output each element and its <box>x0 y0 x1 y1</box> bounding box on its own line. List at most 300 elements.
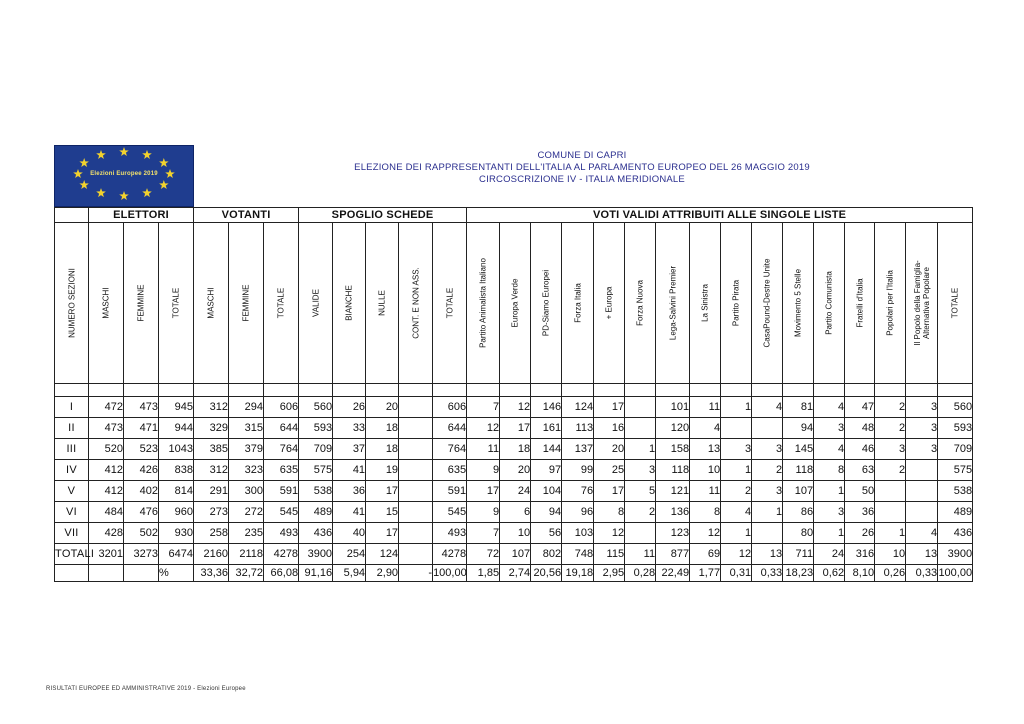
percent-cell: 100,00 <box>433 565 467 582</box>
column-header <box>124 223 159 384</box>
table-cell: 20 <box>500 460 531 481</box>
table-cell: 709 <box>299 439 333 460</box>
table-cell: 121 <box>656 481 690 502</box>
percent-cell: 2,74 <box>500 565 531 582</box>
table-cell: 2118 <box>229 544 264 565</box>
spacer-cell <box>562 384 594 397</box>
table-cell: 144 <box>531 439 562 460</box>
percent-cell: 33,36 <box>194 565 229 582</box>
column-header <box>89 223 124 384</box>
table-cell: 8 <box>814 460 845 481</box>
group-votanti-header: VOTANTI <box>194 208 299 223</box>
group-voti-header: VOTI VALIDI ATTRIBUITI ALLE SINGOLE LISTE <box>467 208 973 223</box>
table-cell: 944 <box>159 418 194 439</box>
percent-cell: 0,31 <box>721 565 752 582</box>
table-cell <box>906 502 938 523</box>
table-cell: 272 <box>229 502 264 523</box>
blank-cell <box>89 565 124 582</box>
percent-cell: 20,56 <box>531 565 562 582</box>
table-cell: 593 <box>299 418 333 439</box>
table-cell: 412 <box>89 460 124 481</box>
column-header-label: FEMMINE <box>136 284 146 322</box>
table-cell: 80 <box>783 523 814 544</box>
table-cell: 3900 <box>299 544 333 565</box>
column-header-label: MASCHI <box>206 287 216 319</box>
table-cell: 316 <box>845 544 875 565</box>
table-cell: 4278 <box>264 544 299 565</box>
table-cell <box>721 418 752 439</box>
table-cell: 3273 <box>124 544 159 565</box>
table-cell <box>399 544 433 565</box>
table-cell: 2 <box>875 460 906 481</box>
table-cell <box>399 439 433 460</box>
table-cell: 1 <box>814 523 845 544</box>
column-header-label: La Sinistra <box>700 284 710 322</box>
table-cell: 76 <box>562 481 594 502</box>
table-cell: 7 <box>467 523 500 544</box>
table-cell: 545 <box>264 502 299 523</box>
column-header-label: Partito Animalista Italiano <box>478 258 488 348</box>
table-cell: 300 <box>229 481 264 502</box>
section-label: VII <box>55 523 89 544</box>
table-cell: 18 <box>366 418 399 439</box>
table-cell: 315 <box>229 418 264 439</box>
spacer-cell <box>299 384 333 397</box>
table-cell: 3900 <box>938 544 973 565</box>
table-cell: 1 <box>721 460 752 481</box>
table-cell <box>625 523 656 544</box>
column-header <box>656 223 690 384</box>
spacer-cell <box>89 384 124 397</box>
table-cell: 47 <box>845 397 875 418</box>
table-cell: 6 <box>500 502 531 523</box>
spacer-cell <box>752 384 783 397</box>
table-cell: 2 <box>625 502 656 523</box>
table-cell: 41 <box>333 460 366 481</box>
table-cell: 11 <box>690 481 721 502</box>
table-cell: 960 <box>159 502 194 523</box>
column-header <box>299 223 333 384</box>
table-cell <box>875 502 906 523</box>
heading-municipality: COMUNE DI CAPRI <box>537 150 627 161</box>
spacer-cell <box>845 384 875 397</box>
table-cell: 471 <box>124 418 159 439</box>
percent-cell: 66,08 <box>264 565 299 582</box>
table-cell: 538 <box>299 481 333 502</box>
table-cell: 26 <box>845 523 875 544</box>
table-cell: 877 <box>656 544 690 565</box>
table-cell: 10 <box>875 544 906 565</box>
spacer-cell <box>366 384 399 397</box>
table-cell: 379 <box>229 439 264 460</box>
table-cell: 17 <box>366 481 399 502</box>
table-cell <box>625 418 656 439</box>
table-cell: 711 <box>783 544 814 565</box>
column-header-label: CasaPound-Destre Unite <box>762 258 772 348</box>
percent-cell: 5,94 <box>333 565 366 582</box>
table-cell: 12 <box>467 418 500 439</box>
column-header <box>906 223 938 384</box>
elezioni-europee-logo <box>54 145 194 207</box>
column-header <box>845 223 875 384</box>
table-cell: 104 <box>531 481 562 502</box>
table-cell <box>906 481 938 502</box>
table-cell: 1 <box>625 439 656 460</box>
table-cell: 764 <box>264 439 299 460</box>
percent-cell: 1,85 <box>467 565 500 582</box>
percent-cell: 32,72 <box>229 565 264 582</box>
column-header-label: Il Popolo della Famiglia- Alternativa Popolare <box>912 260 931 346</box>
spacer-cell <box>194 384 229 397</box>
column-header <box>229 223 264 384</box>
table-cell: 3 <box>721 439 752 460</box>
table-cell: 1 <box>875 523 906 544</box>
table-cell: 94 <box>531 502 562 523</box>
spacer-cell <box>938 384 973 397</box>
column-header-label: NUMERO SEZIONI <box>67 268 76 338</box>
column-header <box>333 223 366 384</box>
section-label: IV <box>55 460 89 481</box>
table-cell: 5 <box>625 481 656 502</box>
table-cell: 97 <box>531 460 562 481</box>
table-cell: 1 <box>721 397 752 418</box>
table-cell: 2 <box>721 481 752 502</box>
table-cell: 3 <box>814 502 845 523</box>
group-elettori-header: ELETTORI <box>89 208 194 223</box>
column-header-label: + Europa <box>604 286 614 320</box>
table-cell <box>399 502 433 523</box>
table-cell: 473 <box>89 418 124 439</box>
spacer-row <box>55 384 973 397</box>
table-cell: 838 <box>159 460 194 481</box>
table-cell: 81 <box>783 397 814 418</box>
spacer-cell <box>656 384 690 397</box>
table-cell: 12 <box>690 523 721 544</box>
table-cell: 930 <box>159 523 194 544</box>
section-row <box>55 460 973 481</box>
column-header <box>938 223 973 384</box>
table-cell: 145 <box>783 439 814 460</box>
table-cell: 273 <box>194 502 229 523</box>
column-header <box>562 223 594 384</box>
percent-cell: 1,77 <box>690 565 721 582</box>
heading-constituency: CIRCOSCRIZIONE IV - ITALIA MERIDIONALE <box>479 174 685 185</box>
table-cell: 493 <box>264 523 299 544</box>
column-header-label: MASCHI <box>101 287 111 319</box>
table-cell <box>752 523 783 544</box>
spacer-cell <box>783 384 814 397</box>
column-header <box>721 223 752 384</box>
table-cell: 48 <box>845 418 875 439</box>
column-header <box>690 223 721 384</box>
column-header-label: Lega-Salvini Premier <box>668 265 678 341</box>
percent-cell: 2,95 <box>594 565 625 582</box>
column-header <box>783 223 814 384</box>
table-cell <box>399 481 433 502</box>
table-cell: 484 <box>89 502 124 523</box>
spacer-cell <box>467 384 500 397</box>
column-header <box>433 223 467 384</box>
table-cell: 18 <box>366 439 399 460</box>
table-cell: 291 <box>194 481 229 502</box>
table-cell: 17 <box>366 523 399 544</box>
column-header <box>467 223 500 384</box>
column-header-label: NULLE <box>377 290 387 316</box>
section-row <box>55 481 973 502</box>
table-cell: 493 <box>433 523 467 544</box>
table-cell: 12 <box>721 544 752 565</box>
table-cell: 1 <box>814 481 845 502</box>
table-cell: 120 <box>656 418 690 439</box>
table-cell: 2 <box>752 460 783 481</box>
table-cell: 26 <box>333 397 366 418</box>
table-cell: 235 <box>229 523 264 544</box>
table-cell: 20 <box>366 397 399 418</box>
table-cell: 24 <box>814 544 845 565</box>
table-cell: 402 <box>124 481 159 502</box>
percent-cell: 22,49 <box>656 565 690 582</box>
table-cell: 385 <box>194 439 229 460</box>
table-cell: 545 <box>433 502 467 523</box>
spacer-cell <box>625 384 656 397</box>
column-header <box>875 223 906 384</box>
table-cell: 161 <box>531 418 562 439</box>
column-header-label: Partito Pirata <box>731 279 741 327</box>
spacer-cell <box>399 384 433 397</box>
table-cell: 426 <box>124 460 159 481</box>
table-cell: 40 <box>333 523 366 544</box>
table-cell: 523 <box>124 439 159 460</box>
table-cell: 107 <box>500 544 531 565</box>
table-cell: 11 <box>467 439 500 460</box>
column-header-label: Europa Verde <box>510 278 520 328</box>
table-cell: 489 <box>938 502 973 523</box>
page-footer: RISULTATI EUROPEE ED AMMINISTRATIVE 2019 - Elezioni Europee <box>46 686 246 692</box>
table-cell: 538 <box>938 481 973 502</box>
column-header-label: BIANCHE <box>344 285 354 321</box>
table-cell: 1 <box>752 502 783 523</box>
percent-cell: 2,90 <box>366 565 399 582</box>
table-cell: 118 <box>656 460 690 481</box>
section-label: VI <box>55 502 89 523</box>
column-header <box>500 223 531 384</box>
table-cell: 560 <box>299 397 333 418</box>
column-header-label: CONT. E NON ASS. <box>411 267 421 339</box>
table-cell: 20 <box>594 439 625 460</box>
column-header-label: TOTALE <box>445 287 455 319</box>
table-cell: 593 <box>938 418 973 439</box>
table-cell: 476 <box>124 502 159 523</box>
table-cell: 136 <box>656 502 690 523</box>
table-cell: 709 <box>938 439 973 460</box>
spacer-cell <box>55 384 89 397</box>
column-header <box>594 223 625 384</box>
table-cell: 4 <box>752 397 783 418</box>
table-cell: 50 <box>845 481 875 502</box>
spacer-cell <box>124 384 159 397</box>
table-cell: 802 <box>531 544 562 565</box>
table-cell: 101 <box>656 397 690 418</box>
table-cell: 3201 <box>89 544 124 565</box>
section-label: V <box>55 481 89 502</box>
table-cell: 18 <box>500 439 531 460</box>
table-cell: 17 <box>500 418 531 439</box>
table-cell: 12 <box>594 523 625 544</box>
table-cell: 606 <box>264 397 299 418</box>
spacer-cell <box>500 384 531 397</box>
table-cell: 99 <box>562 460 594 481</box>
table-cell <box>625 397 656 418</box>
column-header-label: PD-Siamo Europei <box>541 269 551 337</box>
blank-cell <box>55 565 89 582</box>
table-cell: 4 <box>814 397 845 418</box>
table-cell: 254 <box>333 544 366 565</box>
table-cell: 502 <box>124 523 159 544</box>
percent-cell: 0,28 <box>625 565 656 582</box>
table-cell: 575 <box>938 460 973 481</box>
table-cell: 11 <box>690 397 721 418</box>
table-cell: 591 <box>264 481 299 502</box>
table-cell <box>875 481 906 502</box>
table-cell: 137 <box>562 439 594 460</box>
table-cell: 294 <box>229 397 264 418</box>
table-cell: 13 <box>690 439 721 460</box>
table-cell: 1043 <box>159 439 194 460</box>
table-cell <box>906 460 938 481</box>
column-header <box>399 223 433 384</box>
table-cell: 4 <box>721 502 752 523</box>
column-header <box>159 223 194 384</box>
table-cell: 606 <box>433 397 467 418</box>
table-cell: 69 <box>690 544 721 565</box>
table-cell: 86 <box>783 502 814 523</box>
table-cell: 258 <box>194 523 229 544</box>
table-cell: 814 <box>159 481 194 502</box>
column-header <box>366 223 399 384</box>
column-header <box>752 223 783 384</box>
table-cell: 6474 <box>159 544 194 565</box>
table-cell: 473 <box>124 397 159 418</box>
table-cell: 13 <box>906 544 938 565</box>
table-cell: 118 <box>783 460 814 481</box>
table-cell: 428 <box>89 523 124 544</box>
table-cell: 329 <box>194 418 229 439</box>
table-cell: 2 <box>875 418 906 439</box>
table-cell: 12 <box>500 397 531 418</box>
document-heading <box>192 150 972 186</box>
table-cell: 9 <box>467 460 500 481</box>
table-cell: 11 <box>625 544 656 565</box>
results-table <box>54 207 973 582</box>
table-cell <box>399 523 433 544</box>
column-header <box>55 223 89 384</box>
percent-cell: 91,16 <box>299 565 333 582</box>
spacer-cell <box>721 384 752 397</box>
table-cell: 591 <box>433 481 467 502</box>
column-header-label: Partito Comunista <box>824 271 834 335</box>
group-header-row <box>55 208 973 223</box>
table-cell: 3 <box>752 439 783 460</box>
table-cell: 123 <box>656 523 690 544</box>
column-header-label: Forza Italia <box>573 283 583 323</box>
table-cell: 323 <box>229 460 264 481</box>
table-cell: 472 <box>89 397 124 418</box>
table-cell: 33 <box>333 418 366 439</box>
table-cell: 635 <box>433 460 467 481</box>
section-label: I <box>55 397 89 418</box>
section-row <box>55 397 973 418</box>
table-cell: 63 <box>845 460 875 481</box>
table-cell: 115 <box>594 544 625 565</box>
spacer-cell <box>531 384 562 397</box>
column-header <box>625 223 656 384</box>
table-cell: 107 <box>783 481 814 502</box>
table-cell: 436 <box>299 523 333 544</box>
group-spoglio-header: SPOGLIO SCHEDE <box>299 208 467 223</box>
column-header <box>264 223 299 384</box>
percent-cell: - <box>399 565 433 582</box>
table-cell: 146 <box>531 397 562 418</box>
group-sezioni-header <box>55 208 89 223</box>
table-cell: 412 <box>89 481 124 502</box>
spacer-cell <box>264 384 299 397</box>
percent-cell: 0,26 <box>875 565 906 582</box>
table-cell: 3 <box>875 439 906 460</box>
spacer-cell <box>433 384 467 397</box>
table-cell: 16 <box>594 418 625 439</box>
column-header <box>531 223 562 384</box>
spacer-cell <box>875 384 906 397</box>
table-cell: 644 <box>264 418 299 439</box>
table-cell: 520 <box>89 439 124 460</box>
column-header <box>814 223 845 384</box>
percent-cell: 0,62 <box>814 565 845 582</box>
table-cell: 748 <box>562 544 594 565</box>
section-row <box>55 523 973 544</box>
column-header-label: Forza Nuova <box>635 280 645 326</box>
heading-election: ELEZIONE DEI RAPPRESENTANTI DELL'ITALIA AL PARLAMENTO EUROPEO DEL 26 MAGGIO 2019 <box>354 162 810 173</box>
column-header-label: VALIDE <box>311 289 321 317</box>
blank-cell <box>124 565 159 582</box>
column-header-label: Popolari per l'Italia <box>885 270 895 336</box>
section-row <box>55 418 973 439</box>
table-cell: 8 <box>690 502 721 523</box>
table-cell: 3 <box>906 418 938 439</box>
spacer-cell <box>906 384 938 397</box>
table-cell: 489 <box>299 502 333 523</box>
table-cell: 124 <box>562 397 594 418</box>
spacer-cell <box>229 384 264 397</box>
table-cell: 37 <box>333 439 366 460</box>
table-cell: 113 <box>562 418 594 439</box>
table-cell: 25 <box>594 460 625 481</box>
table-cell: 644 <box>433 418 467 439</box>
table-cell: 158 <box>656 439 690 460</box>
column-header-label: TOTALE <box>950 287 960 319</box>
table-cell: 36 <box>845 502 875 523</box>
percent-symbol: % <box>159 565 194 582</box>
table-cell: 7 <box>467 397 500 418</box>
percent-row <box>55 565 973 582</box>
column-header-label: Movimento 5 Stelle <box>793 268 803 338</box>
table-cell: 764 <box>433 439 467 460</box>
table-cell: 9 <box>467 502 500 523</box>
table-cell: 3 <box>752 481 783 502</box>
table-cell: 4278 <box>433 544 467 565</box>
table-cell: 124 <box>366 544 399 565</box>
table-cell: 96 <box>562 502 594 523</box>
table-cell: 3 <box>814 418 845 439</box>
